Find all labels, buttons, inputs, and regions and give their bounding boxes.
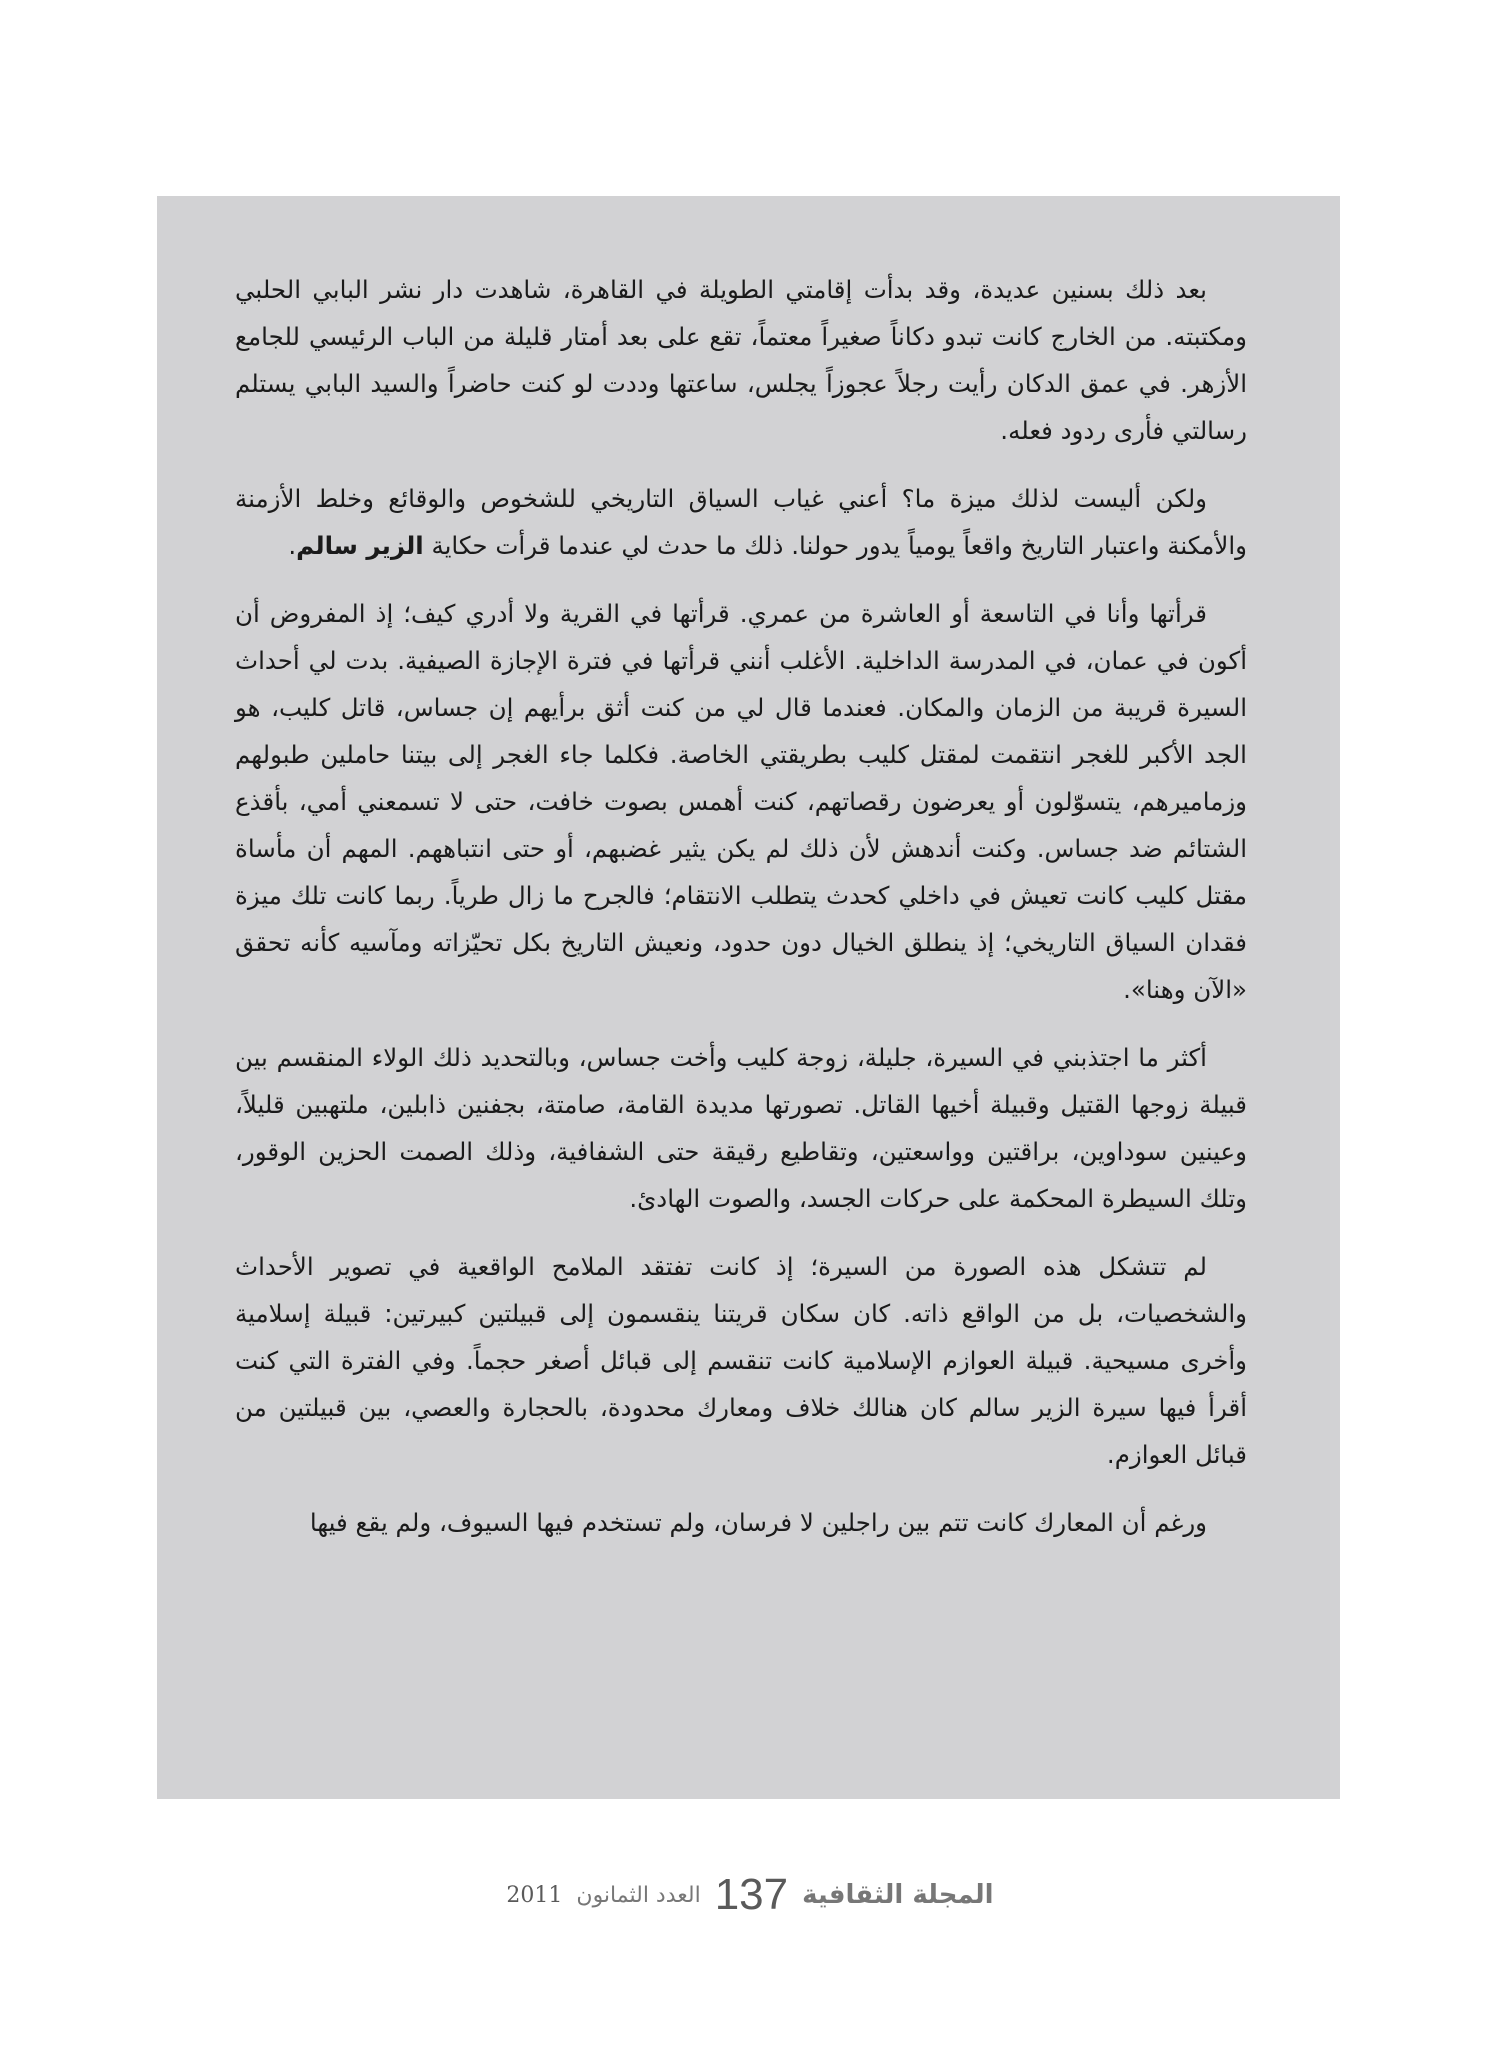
paragraph-2-end: . (288, 531, 297, 560)
paragraph-3: قرأتها وأنا في التاسعة أو العاشرة من عمري. قرأتها في القرية ولا أدري كيف؛ إذ المفروض أن أكون في عمان، في المدرسة الداخلية. الأغلب أنني قرأتها في فترة الإجازة الصيفية. بدت لي أحداث السيرة قريبة من الزمان والمكان. فعندما قال لي من كنت أثق برأيهم إن جساس، قاتل كليب، هو الجد الأكبر للغجر انتقمت لمقتل كليب بطريقتي الخاصة. فكلما جاء الغجر إلى بيتنا حاملين طبولهم وزماميرهم، يتسوّلون أو يعرضون رقصاتهم، كنت أهمس بصوت خافت، حتى لا تسمعني أمي، بأقذع الشتائم ضد جساس. وكنت أندهش لأن ذلك لم يكن يثير غضبهم، أو حتى انتباههم. المهم أن مأساة مقتل كليب كانت تعيش في داخلي كحدث يتطلب الانتقام؛ فالجرح ما زال طرياً. ربما كانت تلك ميزة فقدان السياق التاريخي؛ إذ ينطلق الخيال دون حدود، ونعيش التاريخ بكل تحيّزاته ومآسيه كأنه تحقق «الآن وهنا». (235, 599, 1247, 1004)
paragraph-1: بعد ذلك بسنين عديدة، وقد بدأت إقامتي الطويلة في القاهرة، شاهدت دار نشر البابي الحلبي ومكتبته. من الخارج كانت تبدو دكاناً صغيراً معتماً، تقع على بعد أمتار قليلة من الباب الرئيسي للجامع الأزهر. في عمق الدكان رأيت رجلاً عجوزاً يجلس، ساعتها وددت لو كنت حاضراً والسيد البابي يستلم رسالتي فأرى ردود فعله. (235, 275, 1247, 445)
footer-year: 2011 (506, 1882, 563, 1908)
paragraph-6: ورغم أن المعارك كانت تتم بين راجلين لا فرسان، ولم تستخدم فيها السيوف، ولم يقع فيها (309, 1508, 1207, 1537)
paragraph-2-start: ولكن أليست لذلك ميزة ما؟ أعني غياب السياق التاريخي للشخوص والوقائع وخلط الأزمنة والأمكنة واعتبار التاريخ واقعاً يومياً يدور حولنا. ذلك ما حدث لي عندما قرأت حكاية (235, 484, 1247, 560)
paragraph-4: أكثر ما اجتذبني في السيرة، جليلة، زوجة كليب وأخت جساس، وبالتحديد ذلك الولاء المنقسم بين قبيلة زوجها القتيل وقبيلة أخيها القاتل. تصورتها مديدة القامة، صامتة، بجفنين ذابلين، ملتهبين قليلاً، وعينين سوداوين، براقتين وواسعتين، وتقاطيع رقيقة حتى الشفافية، وذلك الصمت الحزين الوقور، وتلك السيطرة المحكمة على حركات الجسد، والصوت الهادئ. (235, 1043, 1247, 1213)
article-text-box (157, 196, 1340, 1799)
paragraph-2-bold-title: الزير سالم (296, 531, 424, 560)
footer-issue: العدد الثمانون (576, 1882, 701, 1908)
magazine-name: المجلة الثقافية (802, 1880, 994, 1910)
paragraph-2 (235, 475, 1247, 569)
page-footer (430, 1860, 1070, 1930)
paragraph-5: لم تتشكل هذه الصورة من السيرة؛ إذ كانت تفتقد الملامح الواقعية في تصوير الأحداث والشخصيات، بل من الواقع ذاته. كان سكان قريتنا ينقسمون إلى قبيلتين كبيرتين: قبيلة إسلامية وأخرى مسيحية. قبيلة العوازم الإسلامية كانت تنقسم إلى قبائل أصغر حجماً. وفي الفترة التي كنت أقرأ فيها سيرة الزير سالم كان هنالك خلاف ومعارك محدودة، بالحجارة والعصي، بين قبيلتين من قبائل العوازم. (235, 1252, 1247, 1469)
page-number: 137 (714, 1870, 789, 1919)
